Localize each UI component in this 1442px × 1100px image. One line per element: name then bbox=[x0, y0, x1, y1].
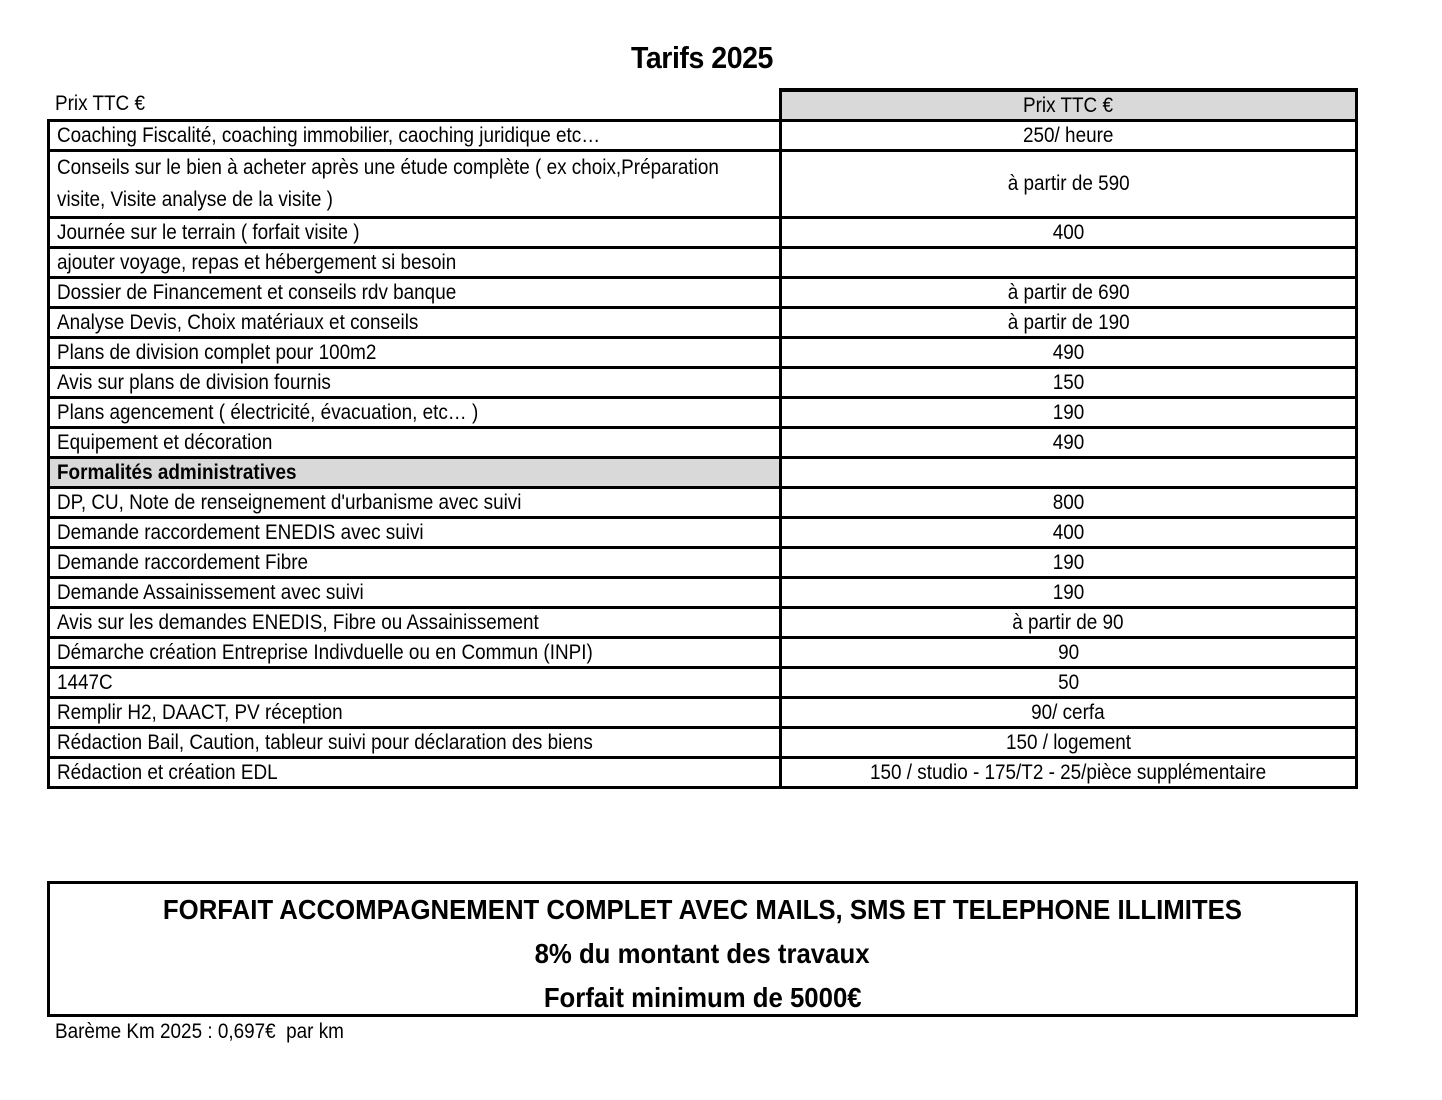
table-row bbox=[49, 548, 1357, 578]
table-row bbox=[49, 638, 1357, 668]
forfait-minimum: Forfait minimum de 5000€ bbox=[543, 982, 862, 1013]
service-label: DP, CU, Note de renseignement d'urbanisme avec suivi bbox=[49, 488, 781, 518]
table-row bbox=[49, 578, 1357, 608]
table-row bbox=[49, 278, 1357, 308]
service-label: Demande Assainissement avec suivi bbox=[49, 578, 781, 608]
service-label: Analyse Devis, Choix matériaux et conseils bbox=[49, 308, 781, 338]
service-label: Avis sur les demandes ENEDIS, Fibre ou Assainissement bbox=[49, 608, 781, 638]
table-row bbox=[49, 428, 1357, 458]
service-label: Avis sur plans de division fournis bbox=[49, 368, 781, 398]
service-label: Coaching Fiscalité, coaching immobilier, caoching juridique etc… bbox=[49, 121, 781, 151]
left-column-label: Prix TTC € bbox=[55, 92, 145, 115]
forfait-box bbox=[47, 881, 1358, 1017]
service-label: Remplir H2, DAACT, PV réception bbox=[49, 698, 781, 728]
page-title: Tarifs 2025 bbox=[631, 40, 773, 75]
service-price: 490 bbox=[780, 428, 1357, 458]
service-price bbox=[780, 248, 1357, 278]
service-label: Démarche création Entreprise Indivduelle ou en Commun (INPI) bbox=[49, 638, 781, 668]
service-price: 800 bbox=[780, 488, 1357, 518]
table-row bbox=[49, 151, 1357, 218]
table-row bbox=[49, 758, 1357, 788]
service-price bbox=[780, 458, 1357, 488]
service-label: Rédaction Bail, Caution, tableur suivi pour déclaration des biens bbox=[49, 728, 781, 758]
table-row bbox=[49, 368, 1357, 398]
service-label: Plans de division complet pour 100m2 bbox=[49, 338, 781, 368]
service-label: Dossier de Financement et conseils rdv banque bbox=[49, 278, 781, 308]
service-label: Rédaction et création EDL bbox=[49, 758, 781, 788]
service-label: Plans agencement ( électricité, évacuation, etc… ) bbox=[49, 398, 781, 428]
service-price: 150 bbox=[780, 368, 1357, 398]
service-price: 190 bbox=[780, 578, 1357, 608]
service-price: 90/ cerfa bbox=[780, 698, 1357, 728]
service-price: 150 / logement bbox=[780, 728, 1357, 758]
service-label: Equipement et décoration bbox=[49, 428, 781, 458]
table-row bbox=[49, 398, 1357, 428]
service-price: 90 bbox=[780, 638, 1357, 668]
table-header-row bbox=[49, 90, 1357, 121]
table-row bbox=[49, 248, 1357, 278]
table-row bbox=[49, 121, 1357, 151]
table-row bbox=[49, 608, 1357, 638]
table-row bbox=[49, 698, 1357, 728]
table-row bbox=[49, 728, 1357, 758]
table-row bbox=[49, 668, 1357, 698]
price-column-header: Prix TTC € bbox=[780, 90, 1357, 121]
forfait-title: FORFAIT ACCOMPAGNEMENT COMPLET AVEC MAILS, SMS ET TELEPHONE ILLIMITES bbox=[162, 894, 1243, 925]
table-row bbox=[49, 488, 1357, 518]
service-price: 50 bbox=[780, 668, 1357, 698]
service-price: à partir de 90 bbox=[780, 608, 1357, 638]
section-title: Formalités administratives bbox=[49, 458, 781, 488]
service-price: 400 bbox=[780, 518, 1357, 548]
service-price: 400 bbox=[780, 218, 1357, 248]
table-row bbox=[49, 518, 1357, 548]
service-price: à partir de 690 bbox=[780, 278, 1357, 308]
service-label: Conseils sur le bien à acheter après une étude complète ( ex choix,Préparation visite, Visite analyse de la visite ) bbox=[49, 151, 781, 218]
service-price: à partir de 190 bbox=[780, 308, 1357, 338]
service-price: 250/ heure bbox=[780, 121, 1357, 151]
service-price: 490 bbox=[780, 338, 1357, 368]
service-label: Journée sur le terrain ( forfait visite ) bbox=[49, 218, 781, 248]
service-label: 1447C bbox=[49, 668, 781, 698]
header-label-cell bbox=[49, 90, 781, 121]
forfait-percentage: 8% du montant des travaux bbox=[535, 938, 870, 969]
table-row bbox=[49, 338, 1357, 368]
service-label: Demande raccordement Fibre bbox=[49, 548, 781, 578]
section-header-row bbox=[49, 458, 1357, 488]
table-row bbox=[49, 218, 1357, 248]
pricing-table bbox=[47, 88, 1358, 789]
table-row bbox=[49, 308, 1357, 338]
service-price: à partir de 590 bbox=[780, 151, 1357, 218]
mileage-rate-note: Barème Km 2025 : 0,697€ par km bbox=[55, 1020, 344, 1043]
service-label: Demande raccordement ENEDIS avec suivi bbox=[49, 518, 781, 548]
service-label: ajouter voyage, repas et hébergement si besoin bbox=[49, 248, 781, 278]
service-price: 190 bbox=[780, 398, 1357, 428]
service-price: 150 / studio - 175/T2 - 25/pièce supplémentaire bbox=[780, 758, 1357, 788]
service-price: 190 bbox=[780, 548, 1357, 578]
